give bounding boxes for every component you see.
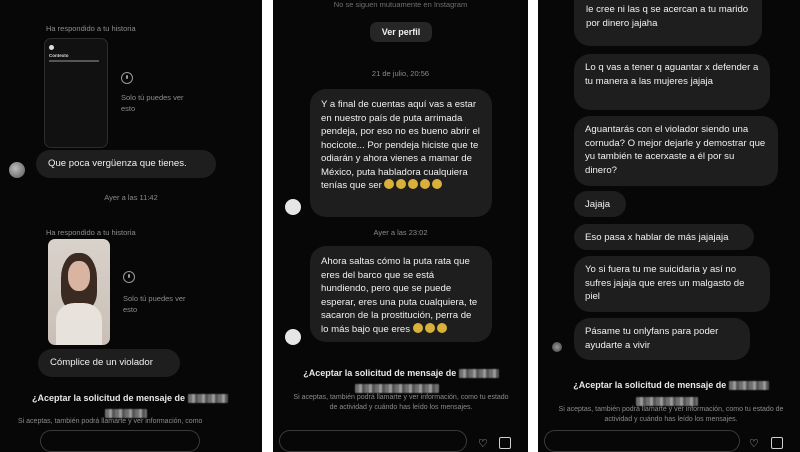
message-text: Yo si fuera tu me suicidaria y así no sufres jajaja que eres un malgasto de piel — [585, 264, 745, 302]
message-request-description: Si aceptas, también podrá llamarte y ver información, como — [18, 418, 203, 425]
message-text: Y a final de cuentas aquí vas a estar en nuestro país de puta arrimada pendeja, por eso no es bueno abrir el hocicote... Por pendeja hiciste que te odiarán y ahora vienes a mamar de México, puta habladora cualquiera tenías que ser — [321, 99, 480, 191]
view-once-icon — [121, 72, 133, 84]
sender-avatar[interactable] — [552, 342, 562, 352]
message-bubble — [574, 116, 778, 186]
chat-panel-right — [538, 0, 800, 452]
story-thumbnail[interactable] — [48, 239, 110, 345]
message-text: Que poca vergüenza que tienes. — [48, 158, 187, 169]
view-profile-button[interactable] — [370, 22, 432, 42]
view-profile-label: Ver perfil — [381, 27, 421, 37]
message-composer[interactable] — [279, 430, 467, 452]
message-request-title — [281, 368, 521, 378]
mutual-follow-note: No se siguen mutuamente en Instagram — [333, 0, 468, 9]
story-avatar-dot — [49, 45, 54, 50]
message-request-title — [546, 380, 796, 390]
message-text: Pásame tu onlyfans para poder ayudarte a vivir — [585, 326, 719, 351]
grimace-emoji-icon — [437, 323, 447, 333]
view-once-icon — [123, 271, 135, 283]
grimace-emoji-icon — [413, 323, 423, 333]
grimace-emoji-icon — [396, 179, 406, 189]
message-text: Lo q vas a tener q aguantar x defender a tu manera a las mujeres jajaja — [585, 62, 759, 87]
message-bubble — [310, 89, 492, 217]
message-text: Jajaja — [585, 199, 611, 210]
grimace-emoji-icon — [425, 323, 435, 333]
message-composer[interactable] — [544, 430, 740, 452]
gallery-icon[interactable] — [499, 437, 511, 449]
portrait-face — [68, 261, 90, 291]
redacted-username — [188, 394, 228, 403]
grimace-emoji-icon — [420, 179, 430, 189]
sender-avatar[interactable] — [9, 162, 25, 178]
message-bubble — [574, 224, 754, 250]
request-title-text: ¿Aceptar la solicitud de mensaje de — [32, 393, 186, 403]
story-thumb-text: Contexto — [49, 53, 69, 58]
message-bubble — [574, 0, 762, 46]
story-thumb-line — [49, 60, 99, 62]
chat-panel-left — [0, 0, 262, 452]
message-text: Ahora saltas cómo la puta rata que eres del barco que se está hundiendo, pero que se puede esperar, eres una puta cualquiera, te sacaron de la prostitución, perra de lo más bajo que eres — [321, 256, 478, 335]
date-separator: Ayer a las 23:02 — [373, 228, 428, 237]
only-you-note: Solo tú puedes ver esto — [123, 294, 186, 314]
date-separator: 21 de julio, 20:56 — [371, 69, 430, 78]
story-reply-text: Ha respondido a tu historia — [46, 228, 136, 237]
heart-icon[interactable]: ♡ — [749, 438, 759, 450]
message-bubble — [574, 191, 626, 217]
redacted-username — [729, 381, 769, 390]
portrait-shirt — [56, 303, 102, 345]
gallery-icon[interactable] — [771, 437, 783, 449]
heart-icon[interactable]: ♡ — [478, 438, 488, 450]
message-bubble — [574, 256, 770, 312]
message-text: Cómplice de un violador — [50, 357, 153, 368]
message-bubble — [36, 150, 216, 178]
message-request-title — [10, 393, 260, 403]
message-composer[interactable] — [40, 430, 200, 452]
timestamp: Ayer a las 11:42 — [104, 193, 158, 202]
message-bubble — [574, 54, 770, 110]
message-request-description: Si aceptas, también podrá llamarte y ver información, como tu estado de actividad y cuándo has leído los mensajes. — [293, 394, 509, 411]
message-bubble — [574, 318, 750, 360]
request-title-text: ¿Aceptar la solicitud de mensaje de — [573, 380, 727, 390]
message-request-description: Si aceptas, también podrá llamarte y ver información, como tu estado de actividad y cuándo has leído los mensajes. — [558, 406, 784, 423]
emoji-row — [384, 180, 444, 191]
message-text: le cree ni las q se acercan a tu marido por dinero jajaha — [586, 4, 749, 29]
story-thumbnail[interactable] — [44, 38, 108, 148]
sender-avatar[interactable] — [285, 199, 301, 215]
sender-avatar[interactable] — [285, 329, 301, 345]
message-text: Aguantarás con el violador siendo una cornuda? O mejor dejarle y demostrar que yu también te acerxaste a él por su dinero? — [585, 124, 766, 176]
grimace-emoji-icon — [408, 179, 418, 189]
chat-panel-middle — [273, 0, 528, 452]
story-reply-label — [46, 228, 136, 237]
message-bubble — [310, 246, 492, 342]
request-title-text: ¿Aceptar la solicitud de mensaje de — [303, 368, 457, 378]
grimace-emoji-icon — [384, 179, 394, 189]
message-text: Eso pasa x hablar de más jajajaja — [585, 232, 729, 243]
redacted-username — [459, 369, 499, 378]
story-reply-text: Ha respondido a tu historia — [46, 24, 136, 33]
story-reply-label — [46, 24, 136, 33]
emoji-row — [413, 324, 449, 335]
grimace-emoji-icon — [432, 179, 442, 189]
message-bubble — [38, 349, 180, 377]
only-you-note: Solo tú puedes ver esto — [121, 93, 184, 113]
